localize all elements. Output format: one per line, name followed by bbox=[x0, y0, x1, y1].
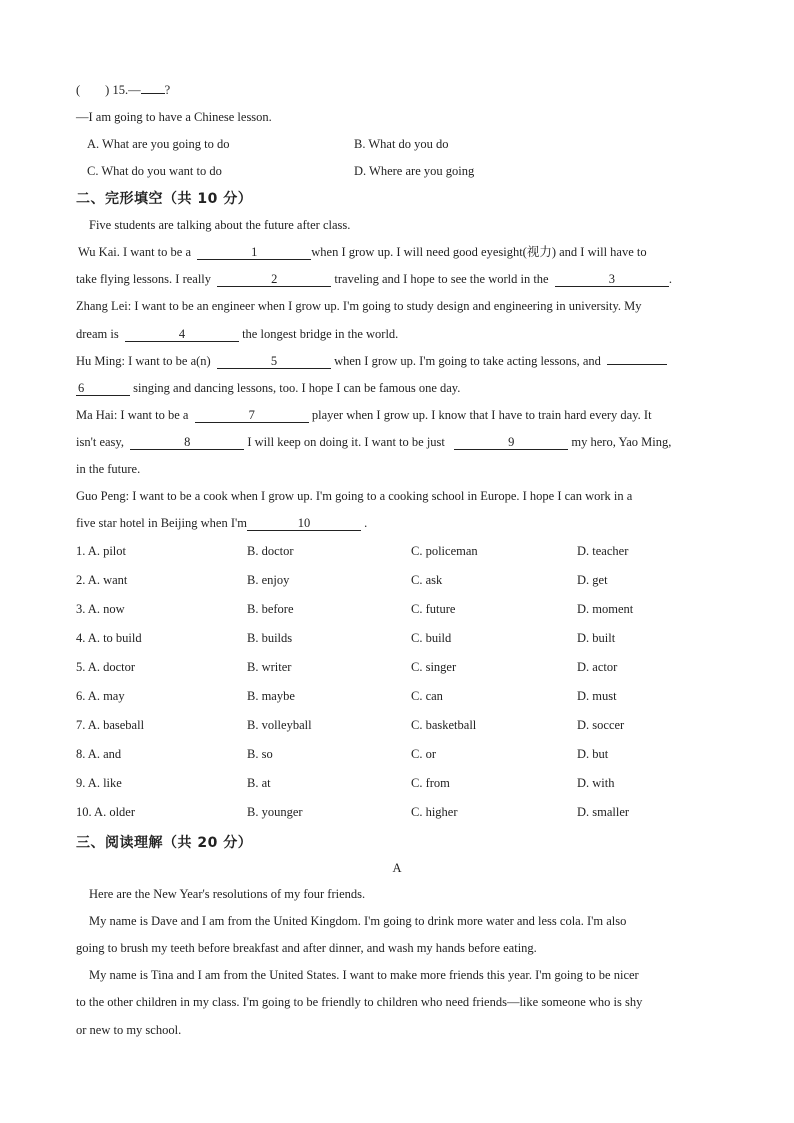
cloze-blank-5[interactable]: 5 bbox=[217, 355, 331, 369]
cloze-line-5: Hu Ming: I want to be a(n) 5 when I grow up. I'm going to take acting lessons, and bbox=[76, 353, 667, 369]
cloze-intro: Five students are talking about the future after class. bbox=[89, 218, 351, 232]
cloze-option-3-a[interactable]: 3. A. now bbox=[76, 602, 125, 616]
cloze-option-3-c[interactable]: C. future bbox=[411, 602, 456, 616]
section3-heading: 三、阅读理解（共 20 分） bbox=[76, 835, 253, 851]
reading-intro: Here are the New Year's resolutions of my four friends. bbox=[89, 887, 366, 901]
reading-tina-line-3: or new to my school. bbox=[76, 1023, 182, 1037]
cloze-blank-10[interactable]: 10 bbox=[247, 517, 361, 531]
cloze-option-4-d[interactable]: D. built bbox=[577, 631, 616, 645]
reading-dave-line-1: My name is Dave and I am from the United Kingdom. I'm going to drink more water and less cola. I'm also bbox=[89, 914, 627, 928]
cloze-line-8: isn't easy, 8 I will keep on doing it. I want to be just 9 my hero, Yao Ming, bbox=[76, 435, 672, 449]
cloze-option-7-c[interactable]: C. basketball bbox=[411, 718, 477, 732]
q15-option-a[interactable]: A. What are you going to do bbox=[87, 137, 230, 151]
cloze-option-6-c[interactable]: C. can bbox=[411, 689, 443, 703]
reading-tina-line-2: to the other children in my class. I'm going to be friendly to children who need friends—like someone who is shy bbox=[76, 995, 643, 1009]
cloze-option-8-a[interactable]: 8. A. and bbox=[76, 747, 122, 761]
cloze-option-4-c[interactable]: C. build bbox=[411, 631, 452, 645]
cloze-option-9-d[interactable]: D. with bbox=[577, 776, 615, 790]
cloze-blank-4[interactable]: 4 bbox=[125, 328, 239, 342]
cloze-option-2-b[interactable]: B. enjoy bbox=[247, 573, 290, 587]
section2-heading: 二、完形填空（共 10 分） bbox=[76, 191, 253, 207]
cloze-line-3: Zhang Lei: I want to be an engineer when I grow up. I'm going to study design and engineering in university. My bbox=[76, 299, 642, 313]
cloze-line-9: in the future. bbox=[76, 462, 141, 476]
cloze-option-5-b[interactable]: B. writer bbox=[247, 660, 292, 674]
cloze-option-1-d[interactable]: D. teacher bbox=[577, 544, 629, 558]
cloze-line-7: Ma Hai: I want to be a 7 player when I grow up. I know that I have to train hard every day. It bbox=[76, 408, 652, 422]
cloze-option-5-c[interactable]: C. singer bbox=[411, 660, 457, 674]
cloze-blank-9[interactable]: 9 bbox=[454, 436, 568, 450]
cloze-option-7-d[interactable]: D. soccer bbox=[577, 718, 625, 732]
cloze-blank-6[interactable]: 6 bbox=[76, 382, 130, 396]
q15-option-c[interactable]: C. What do you want to do bbox=[87, 164, 222, 178]
cloze-option-8-d[interactable]: D. but bbox=[577, 747, 609, 761]
cloze-option-9-a[interactable]: 9. A. like bbox=[76, 776, 122, 790]
q15-prompt: ( ) 15.— ? bbox=[76, 83, 171, 97]
cloze-option-1-a[interactable]: 1. A. pilot bbox=[76, 544, 127, 558]
cloze-option-8-b[interactable]: B. so bbox=[247, 747, 273, 761]
cloze-line-4: dream is 4 the longest bridge in the world. bbox=[76, 327, 399, 341]
cloze-blank-8[interactable]: 8 bbox=[130, 436, 244, 450]
cloze-line-11: five star hotel in Beijing when I'm 10 . bbox=[76, 516, 368, 530]
cloze-option-5-d[interactable]: D. actor bbox=[577, 660, 618, 674]
cloze-option-2-d[interactable]: D. get bbox=[577, 573, 608, 587]
cloze-option-7-b[interactable]: B. volleyball bbox=[247, 718, 312, 732]
cloze-option-5-a[interactable]: 5. A. doctor bbox=[76, 660, 136, 674]
q15-option-b[interactable]: B. What do you do bbox=[354, 137, 449, 151]
cloze-blank-6-start[interactable] bbox=[607, 364, 667, 365]
cloze-option-8-c[interactable]: C. or bbox=[411, 747, 436, 761]
cloze-option-2-c[interactable]: C. ask bbox=[411, 573, 443, 587]
cloze-option-10-a[interactable]: 10. A. older bbox=[76, 805, 136, 819]
cloze-option-10-b[interactable]: B. younger bbox=[247, 805, 303, 819]
q15-option-d[interactable]: D. Where are you going bbox=[354, 164, 475, 178]
cloze-blank-3[interactable]: 3 bbox=[555, 273, 669, 287]
cloze-option-1-b[interactable]: B. doctor bbox=[247, 544, 294, 558]
cloze-option-9-b[interactable]: B. at bbox=[247, 776, 271, 790]
q15-reply: —I am going to have a Chinese lesson. bbox=[76, 110, 272, 124]
cloze-line-6: 6 singing and dancing lessons, too. I hope I can be famous one day. bbox=[78, 381, 461, 395]
reading-dave-line-2: going to brush my teeth before breakfast and after dinner, and wash my hands before eating. bbox=[76, 941, 537, 955]
cloze-option-3-d[interactable]: D. moment bbox=[577, 602, 634, 616]
cloze-option-4-b[interactable]: B. builds bbox=[247, 631, 293, 645]
cloze-option-10-d[interactable]: D. smaller bbox=[577, 805, 630, 819]
cloze-option-7-a[interactable]: 7. A. baseball bbox=[76, 718, 145, 732]
cloze-option-6-a[interactable]: 6. A. may bbox=[76, 689, 125, 703]
cloze-option-1-c[interactable]: C. policeman bbox=[411, 544, 478, 558]
cloze-option-2-a[interactable]: 2. A. want bbox=[76, 573, 128, 587]
reading-tina-line-1: My name is Tina and I am from the United States. I want to make more friends this year. I'm going to be nicer bbox=[89, 968, 639, 982]
cloze-line-10: Guo Peng: I want to be a cook when I grow up. I'm going to a cooking school in Europe. I hope I can work in a bbox=[76, 489, 633, 503]
cloze-option-6-d[interactable]: D. must bbox=[577, 689, 617, 703]
cloze-line-1: Wu Kai. I want to be a 1 when I grow up. I will need good eyesight(视力) and I will have to bbox=[78, 245, 647, 259]
cloze-blank-7[interactable]: 7 bbox=[195, 409, 309, 423]
cloze-option-6-b[interactable]: B. maybe bbox=[247, 689, 295, 703]
cloze-option-3-b[interactable]: B. before bbox=[247, 602, 294, 616]
cloze-option-9-c[interactable]: C. from bbox=[411, 776, 450, 790]
cloze-option-4-a[interactable]: 4. A. to build bbox=[76, 631, 142, 645]
reading-part-label: A bbox=[392, 861, 402, 875]
q15-answer-blank[interactable] bbox=[141, 93, 165, 94]
cloze-option-10-c[interactable]: C. higher bbox=[411, 805, 458, 819]
cloze-blank-1[interactable]: 1 bbox=[197, 246, 311, 260]
cloze-blank-2[interactable]: 2 bbox=[217, 273, 331, 287]
cloze-line-2: take flying lessons. I really 2 traveling and I hope to see the world in the 3 . bbox=[76, 272, 672, 286]
